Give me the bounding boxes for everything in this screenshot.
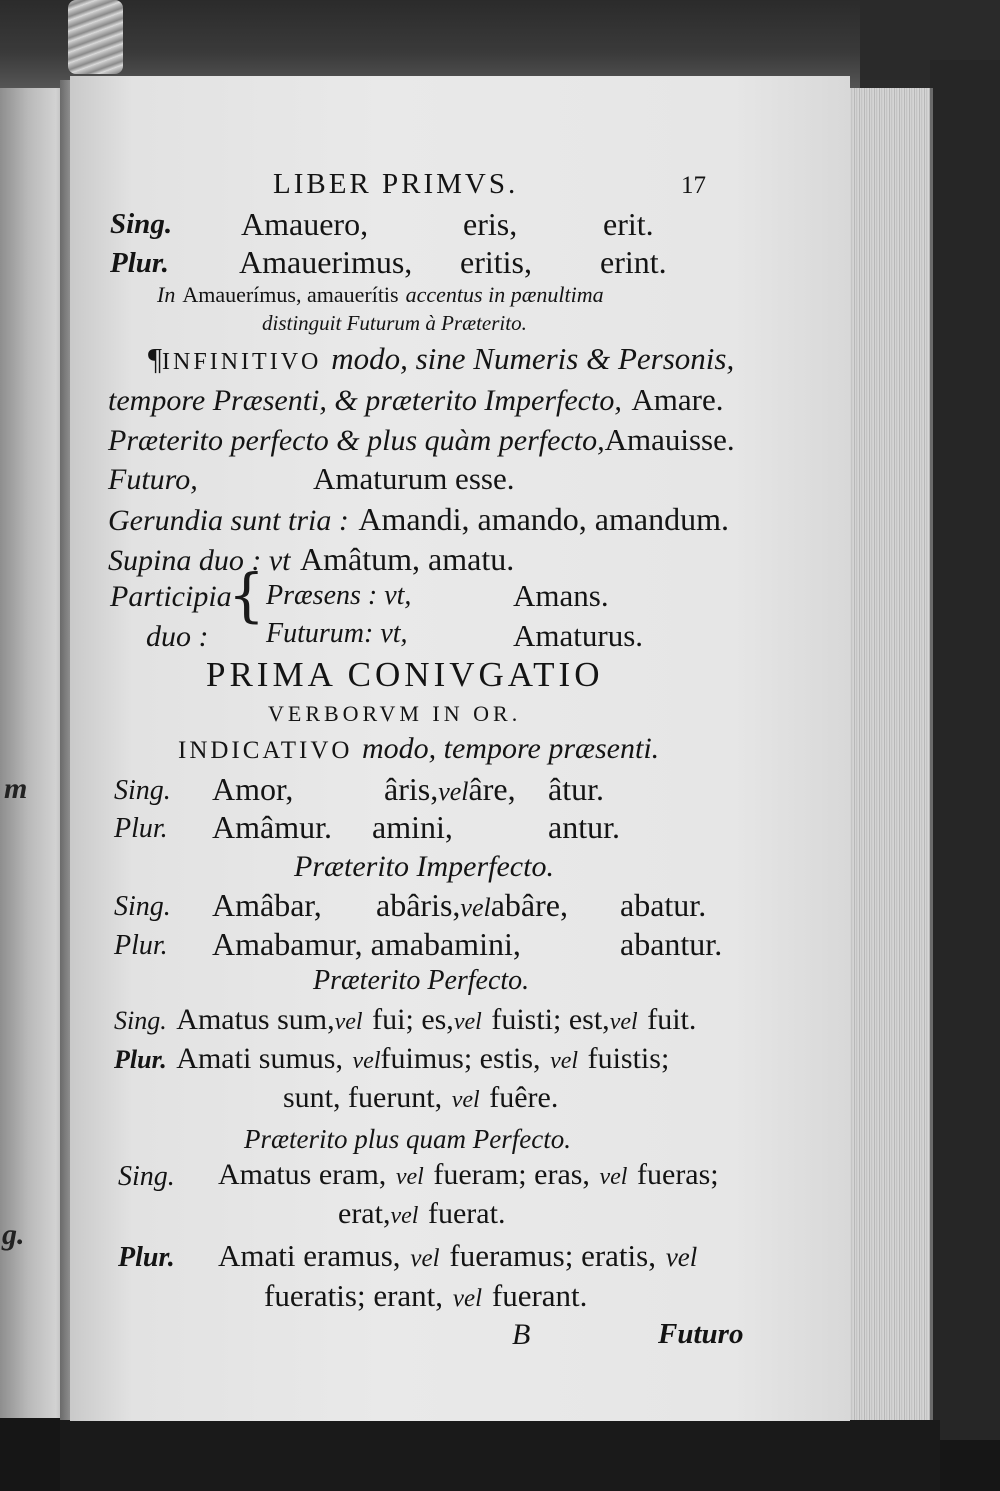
verb-form: fui; es, bbox=[372, 1003, 454, 1036]
vel-word: vel bbox=[599, 1164, 628, 1190]
verb-form: fueras; bbox=[637, 1158, 719, 1191]
accent-note-line: distinguit Futurum à Præterito. bbox=[262, 311, 527, 335]
verb-form: abantur. bbox=[620, 926, 723, 962]
text-line bbox=[108, 543, 514, 576]
verb-form: Amauerimus, bbox=[239, 244, 413, 280]
page-number: 17 bbox=[681, 172, 706, 199]
plur-label: Plur. bbox=[118, 1242, 175, 1273]
verb-form: Amati eramus, bbox=[218, 1238, 401, 1273]
running-title: LIBER PRIMVS. bbox=[273, 168, 519, 200]
vel-word: vel bbox=[438, 777, 469, 806]
verb-form: âre, bbox=[468, 771, 516, 807]
verb-form: fueramus; eratis, bbox=[449, 1238, 656, 1273]
plur-label: Plur. bbox=[114, 813, 168, 844]
tense-heading: Præterito Imperfecto. bbox=[294, 850, 554, 883]
verb-form: fuisti; est, bbox=[491, 1003, 610, 1036]
verb-form: Amatus sum, bbox=[176, 1003, 335, 1036]
binding-top-band bbox=[0, 0, 860, 88]
verb-form: Amauero, bbox=[241, 206, 369, 242]
sing-label: Sing. bbox=[118, 1161, 175, 1192]
vel-word: vel bbox=[665, 1242, 698, 1272]
note-text: In bbox=[157, 282, 176, 307]
conjugation-subtitle: VERBORVM IN OR. bbox=[268, 701, 522, 726]
left-page-fragment: g. bbox=[2, 1218, 25, 1251]
page-edges bbox=[850, 88, 933, 1433]
bottom-shadow bbox=[60, 1420, 940, 1491]
verb-form: âtur. bbox=[548, 771, 604, 807]
text-line bbox=[264, 1280, 587, 1312]
text-line bbox=[108, 384, 723, 416]
verb-form: Amâbar, bbox=[212, 887, 322, 923]
binding-thread bbox=[68, 0, 123, 74]
verb-form: Amor, bbox=[212, 771, 294, 807]
verb-form: Amabamur, amabamini, bbox=[212, 926, 521, 962]
tense-heading: Præterito plus quam Perfecto. bbox=[244, 1124, 571, 1154]
vel-word: vel bbox=[609, 1009, 638, 1035]
catchword: Futuro bbox=[658, 1318, 744, 1350]
verb-form: Amare. bbox=[631, 382, 724, 417]
text-line bbox=[283, 1083, 558, 1113]
verb-form: erat, bbox=[338, 1197, 391, 1230]
text-line bbox=[338, 1199, 505, 1229]
verb-form: Amati sumus, bbox=[176, 1042, 343, 1075]
conjugation-title: PRIMA CONIVGATIO bbox=[206, 655, 604, 694]
tense-label: Gerundia sunt tria : bbox=[108, 504, 349, 537]
verb-form: âris, bbox=[384, 771, 439, 807]
tense-label: duo : bbox=[146, 620, 209, 653]
tense-heading: Præterito Perfecto. bbox=[313, 965, 530, 996]
sing-label: Sing. bbox=[114, 1006, 167, 1035]
note-text: accentus in pænultima bbox=[405, 282, 604, 307]
text-line bbox=[108, 424, 735, 456]
heading-text: modo, sine Numeris & Personis, bbox=[331, 341, 735, 376]
vel-word: vel bbox=[395, 1164, 424, 1190]
sing-label: Sing. bbox=[114, 891, 171, 922]
brace-mark: { bbox=[228, 561, 265, 629]
vel-word: vel bbox=[451, 1087, 480, 1113]
verb-form: Amans. bbox=[513, 578, 609, 613]
vel-word: vel bbox=[352, 1048, 381, 1074]
text-line bbox=[108, 503, 729, 536]
participle-label: Futurum: vt, bbox=[266, 618, 408, 649]
heading-text: modo, tempore præsenti. bbox=[361, 732, 660, 765]
verb-form: fuerant. bbox=[491, 1278, 588, 1313]
verb-form: fuit. bbox=[647, 1003, 697, 1036]
text-line bbox=[218, 1160, 719, 1190]
verb-form: fuimus; estis, bbox=[380, 1042, 541, 1075]
verb-form: amini, bbox=[372, 809, 453, 845]
mood-caps: INFINITIVO bbox=[162, 349, 322, 375]
verb-form: antur. bbox=[548, 809, 620, 845]
vel-word: vel bbox=[390, 1203, 419, 1229]
verb-form: fuêre. bbox=[489, 1081, 559, 1114]
indicative-heading bbox=[178, 734, 659, 764]
verb-form: fuistis; bbox=[587, 1042, 670, 1075]
text-line bbox=[218, 1240, 697, 1272]
plur-label: Plur. bbox=[114, 1045, 167, 1074]
plur-label: Plur. bbox=[110, 247, 169, 279]
verb-form: Amâmur. bbox=[212, 809, 332, 845]
vel-word: vel bbox=[460, 893, 491, 922]
tense-label: Participia bbox=[110, 580, 232, 613]
vel-word: vel bbox=[550, 1048, 579, 1074]
vel-word: vel bbox=[334, 1009, 363, 1035]
book-cover-edge bbox=[930, 60, 1000, 1440]
verb-form: eritis, bbox=[460, 244, 532, 280]
tense-label: tempore Præsenti, & præterito Imperfecto, bbox=[108, 384, 622, 417]
verb-form: Amaturus. bbox=[513, 618, 644, 653]
verb-form: sunt, fuerunt, bbox=[283, 1081, 443, 1114]
verb-form-group bbox=[376, 889, 568, 921]
text-line bbox=[114, 1044, 669, 1074]
participle-label: Præsens : vt, bbox=[266, 580, 412, 611]
sing-label: Sing. bbox=[114, 775, 171, 806]
sing-label: Sing. bbox=[110, 208, 173, 240]
verb-form: fuerat. bbox=[428, 1197, 506, 1230]
text-line bbox=[114, 1005, 696, 1035]
pilcrow-mark: ¶ bbox=[148, 341, 163, 376]
verb-form: eris, bbox=[463, 206, 518, 242]
verb-form: Amâtum, amatu. bbox=[300, 541, 515, 577]
verb-form: Amauisse. bbox=[604, 422, 735, 457]
verb-form: fueram; eras, bbox=[433, 1158, 590, 1191]
verb-form: Amaturum esse. bbox=[313, 461, 515, 496]
vel-word: vel bbox=[410, 1245, 440, 1272]
vel-word: vel bbox=[452, 1285, 483, 1312]
verb-form: Amandi, amando, amandum. bbox=[358, 501, 729, 537]
left-page-fragment: m bbox=[4, 772, 28, 805]
verb-form: erint. bbox=[600, 244, 667, 280]
vel-word: vel bbox=[453, 1009, 482, 1035]
verb-form: fueratis; erant, bbox=[264, 1278, 444, 1313]
tense-label: Supina duo : vt bbox=[108, 544, 291, 577]
verb-form-group bbox=[384, 773, 516, 805]
infinitive-heading bbox=[148, 343, 734, 375]
verb-form: abâris, bbox=[376, 887, 461, 923]
verb-form: abâre, bbox=[490, 887, 568, 923]
tense-label: Præterito perfecto & plus quàm perfecto, bbox=[108, 424, 605, 457]
plur-label: Plur. bbox=[114, 930, 168, 961]
mood-caps: INDICATIVO bbox=[178, 737, 353, 764]
accent-note-line bbox=[157, 284, 604, 307]
verb-form: Amatus eram, bbox=[218, 1158, 387, 1191]
verb-form: erit. bbox=[603, 206, 654, 242]
tense-label: Futuro, bbox=[108, 463, 198, 496]
verb-form: abatur. bbox=[620, 887, 707, 923]
signature-mark: B bbox=[512, 1318, 531, 1351]
note-text: Amauerímus, amauerítis bbox=[182, 282, 399, 307]
